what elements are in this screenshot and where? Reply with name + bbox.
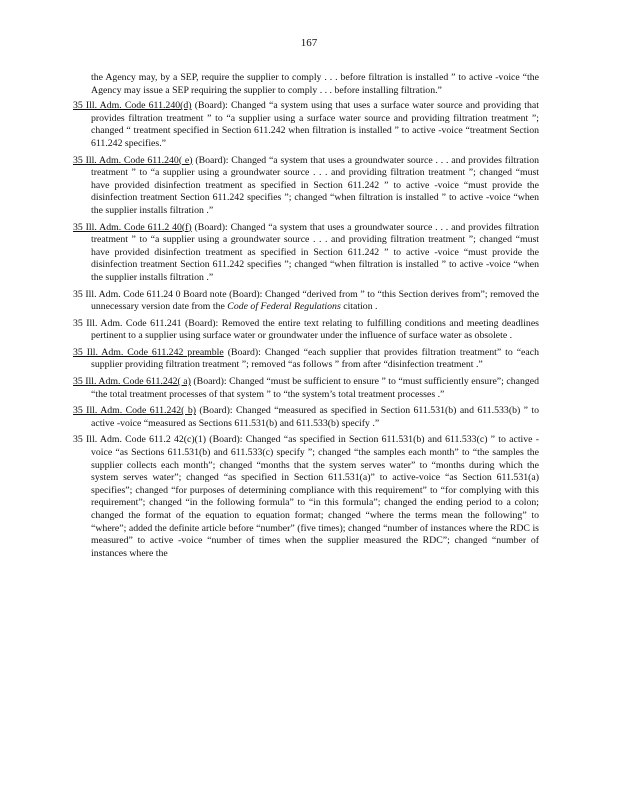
entry-italic-cfr: Code of Federal Regulations [227, 301, 341, 313]
entry-citation: 35 Ill. Adm. Code 611.241 [73, 317, 182, 329]
entry-citation: 35 Ill. Adm. Code 611.242( b) [73, 405, 196, 417]
entry-citation: 35 Ill. Adm. Code 611.240(d) [73, 100, 192, 112]
page-body [73, 72, 539, 564]
entry-text: (Board): Changed “each supplier that provides filtration treatment” to “each supplier providing filtration treatment ”; removed “as follows ” from after “disinfection treatment .” [91, 346, 539, 371]
entry-611-242-c-1 [73, 434, 539, 560]
entry-citation: 35 Ill. Adm. Code 611.2 40(f) [73, 221, 192, 233]
entry-text: (Board): Changed “must be sufficient to ensure ” to “must sufficiently ensure”; changed “the total treatment processes of that system ” to “the system’s total treatment processes .” [91, 376, 539, 400]
page-number: 167 [300, 37, 318, 49]
entry-text: (Board): Changed “a system that uses a groundwater source . . . and provides filtration treatment ” to “a supplier using a groundwater source . . . and providing filtration treatment ”; changed “must have provided disinfection treatment as specified in Section 611.242 ” to active -voice “must provide the disinfection treatment Section 611.242 specifies ”; changed “when filtration is installed ” to active -voice “when the supplier installs filtration .” [91, 154, 539, 216]
entry-611-240-e [73, 155, 539, 218]
entry-tail: citation . [340, 301, 378, 313]
entry-citation: 35 Ill. Adm. Code 611.242 preamble [73, 346, 224, 358]
entry-611-240-f [73, 222, 539, 285]
entry-611-240-board-note [73, 289, 539, 314]
intro-paragraph: the Agency may, by a SEP, require the supplier to comply . . . before filtration is installed ” to active -voice “the Agency may issue a SEP requiring the supplier to comply . . . before installing filtration.” [91, 72, 539, 96]
entry-611-242-b [73, 405, 539, 430]
entry-611-242-a [73, 376, 539, 401]
entry-text: (Board): Changed “derived from ” to “this Section derives from”; removed the unnecessary version date from the [91, 288, 539, 313]
entry-611-240-d [73, 100, 539, 150]
entry-citation: 35 Ill. Adm. Code 611.2 42(c)(1) [73, 434, 207, 446]
entry-text: (Board): Changed “as specified in Section 611.531(b) and 611.533(c) ” to active -voice “as Sections 611.531(b) and 611.533(c) specify ”; changed “the samples each month” to “the samples the supplier collects each month”; changed “months that the system serves water” to “months during which the system serves water”; changed “as specified in Section 611.531(a)” to active-voice “as Section 611.531(a) specifies”; changed “for purposes of determining compliance with this requirement” to “for complying with this requirement”; changed “in the following formula” to “in this formula”; changed the ending period to a colon; changed the format of the equation to equation format; changed “where the terms mean the following” to “where”; added the definite article before “number” (five times); changed “number of instances where the RDC is measured” to active -voice “number of times when the supplier measured the RDC”; changed “number of instances where the [91, 434, 539, 559]
entry-text: (Board): Changed “a system using that uses a surface water source and providing that provides filtration treatment ” to “a supplier using a surface water source and providing filtration treatment ”; changed “ treatment specified in Section 611.242 when filtration is installed ” to active -voice “treatment Section 611.242 specifies.” [91, 100, 539, 149]
entry-citation: 35 Ill. Adm. Code 611.242( a) [73, 376, 191, 388]
entry-citation: 35 Ill. Adm. Code 611.240( e) [73, 154, 193, 166]
entry-text: (Board): Removed the entire text relating to fulfilling conditions and meeting deadlines pertinent to a supplier using surface water or groundwater under the influence of surface water as obsolete . [91, 317, 539, 342]
entry-citation: 35 Ill. Adm. Code 611.24 0 Board note [73, 288, 227, 300]
entry-611-242-preamble [73, 347, 539, 372]
entry-text: (Board): Changed “a system that uses a groundwater source . . . and provides filtration treatment ” to “a supplier using a groundwater source . . . and providing filtration treatment ”; changed “must have provided disinfection treatment as specified in Section 611.242 ” to active -voice “must provide the disinfection treatment Section 611.242 specifies ”; changed “when filtration is installed ” to active -voice “when the supplier installs filtration .” [91, 221, 539, 283]
entry-611-241 [73, 318, 539, 343]
entry-text: (Board): Changed “measured as specified in Section 611.531(b) and 611.533(b) ” to active -voice “measured as Sections 611.531(b) and 611.533(b) specify .” [91, 405, 539, 429]
